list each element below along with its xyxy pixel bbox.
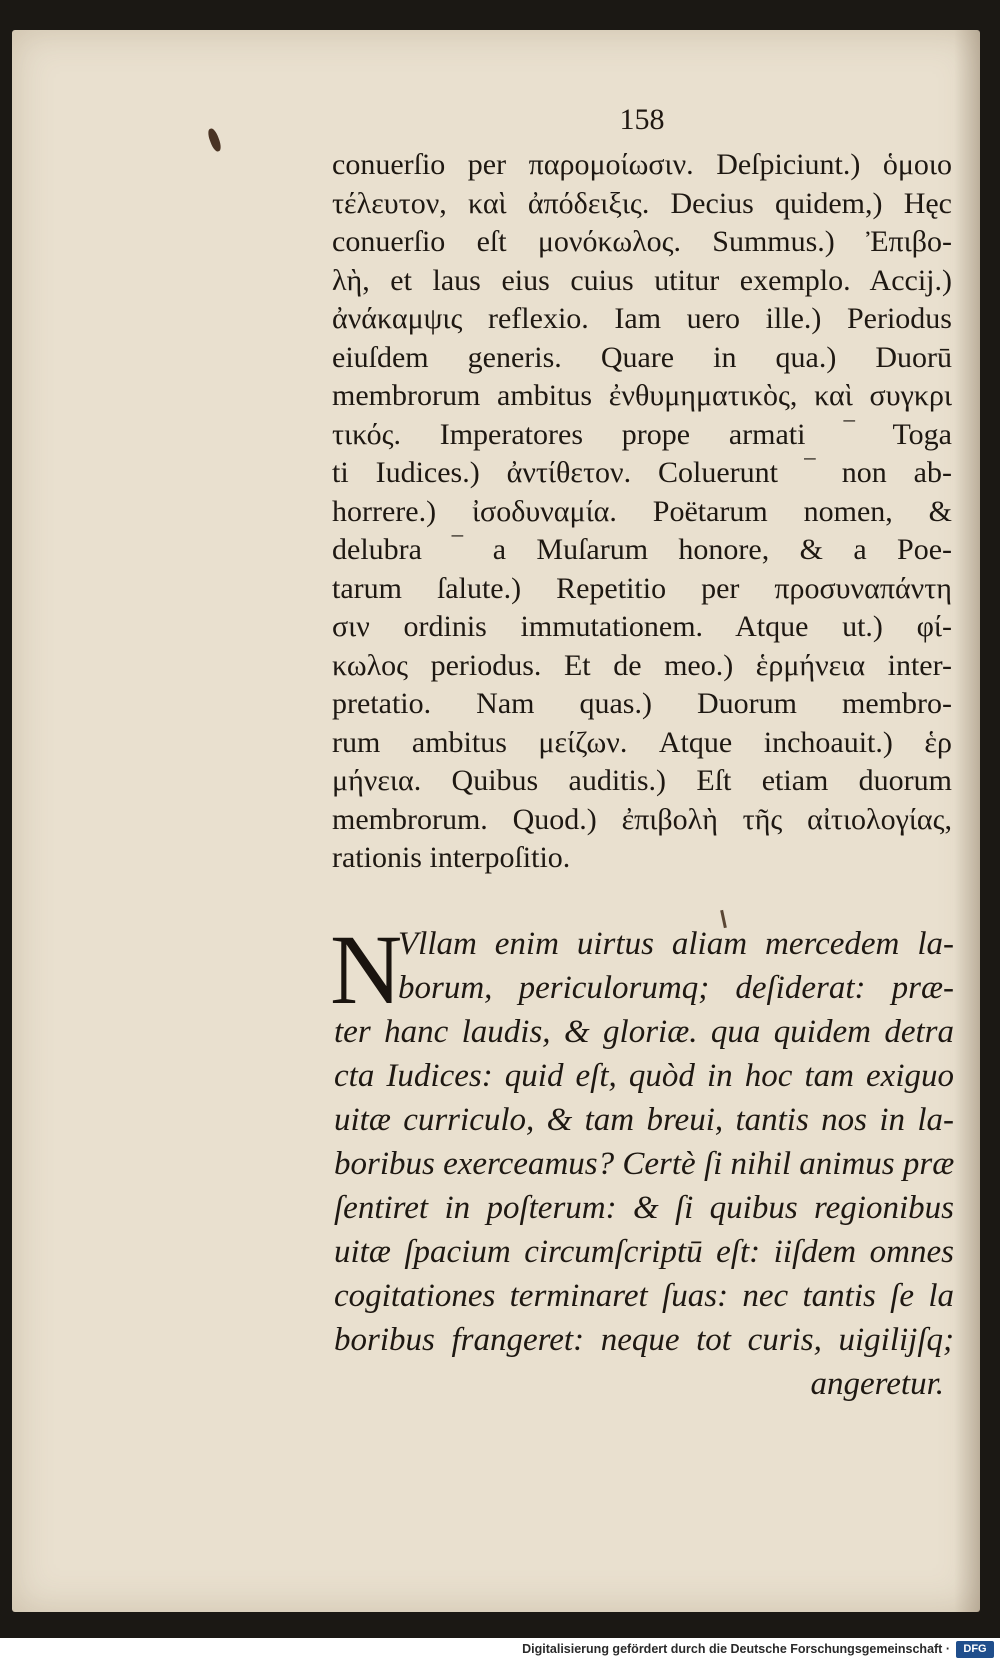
commentary-line: κωλος periodus. Et de meo.) ἑρμήνεια inter- bbox=[332, 648, 952, 682]
oration-line: borum, periculorumq; deſiderat: præ- bbox=[398, 970, 954, 1006]
footer-credit: Digitalisierung gefördert durch die Deutsche Forschungsgemeinschaft · bbox=[522, 1642, 950, 1656]
oration-line: ſentiret in poſterum: & ſi quibus regionibus bbox=[334, 1190, 954, 1226]
commentary-line: membrorum. Quod.) ἐπιβολὴ τῆς αἰτιολογίας, bbox=[332, 802, 952, 836]
commentary-line: eiuſdem generis. Quare in qua.) Duorū bbox=[332, 340, 952, 374]
commentary-line: conuerſio per παρομοίωσιν. Deſpiciunt.) ὁμοιο bbox=[332, 148, 952, 181]
oration-line: cta Iudices: quid eſt, quòd in hoc tam exiguo bbox=[334, 1058, 954, 1094]
commentary-line: τέλευτον, καὶ ἀπόδειξις. Decius quidem,) Hęc bbox=[332, 186, 952, 220]
footer-bar bbox=[0, 1638, 1000, 1660]
oration-block bbox=[330, 914, 954, 1406]
oration-line: angeretur. bbox=[810, 1366, 944, 1402]
commentary-block bbox=[332, 146, 952, 878]
commentary-line: membrorum ambitus ἐνθυμηματικὸς, καὶ συγκρι bbox=[332, 379, 952, 412]
commentary-line: ἀνάκαμψις reflexio. Iam uero ille.) Periodus bbox=[332, 302, 952, 335]
page-edge-shadow bbox=[954, 30, 980, 1612]
oration-line: ter hanc laudis, & gloriæ. qua quidem detra bbox=[334, 1014, 954, 1050]
commentary-line: pretatio. Nam quas.) Duorum membro- bbox=[332, 687, 952, 720]
commentary-line: tarum ſalute.) Repetitio per προσυναπάντη bbox=[332, 571, 952, 605]
commentary-line: horrere.) ἰσοδυναμία. Poëtarum nomen, & bbox=[332, 494, 952, 528]
commentary-line: ti Iudices.) ἀντίθετον. Coluerunt ‾ non ab- bbox=[332, 456, 952, 489]
oration-line: uitæ ſpacium circumſcriptū eſt: iiſdem omnes bbox=[334, 1234, 954, 1270]
commentary-line: σιν ordinis immutationem. Atque ut.) φί- bbox=[332, 610, 952, 643]
commentary-line: delubra ‾ a Muſarum honore, & a Poe- bbox=[332, 533, 952, 566]
commentary-line: λὴ, et laus eius cuius utitur exemplo. Accij.) bbox=[332, 263, 952, 297]
dfg-logo: DFG bbox=[956, 1641, 994, 1658]
commentary-line: rationis interpoſitio. bbox=[332, 841, 571, 874]
oration-line: boribus exerceamus? Certè ſi nihil animus præ bbox=[334, 1146, 954, 1182]
commentary-line: τικός. Imperatores prope armati ‾ Toga bbox=[332, 417, 952, 451]
oration-line: uitæ curriculo, & tam breui, tantis nos in la- bbox=[334, 1102, 954, 1138]
oration-line: boribus frangeret: neque tot curis, uigilijſq; bbox=[334, 1322, 954, 1358]
ink-stain bbox=[206, 127, 223, 153]
commentary-line: rum ambitus μείζων. Atque inchoauit.) ἑρ bbox=[332, 725, 952, 759]
commentary-line: μήνεια. Quibus auditis.) Eſt etiam duorum bbox=[332, 764, 952, 797]
oration-line: cogitationes terminaret ſuas: nec tantis ſe la bbox=[334, 1278, 954, 1314]
commentary-line: conuerſio eſt μονόκωλος. Summus.) Ἐπιβο- bbox=[332, 225, 952, 258]
page-number: 158 bbox=[619, 103, 665, 136]
oration-line: Vllam enim uirtus aliam mercedem la- bbox=[398, 926, 954, 962]
drop-cap: N bbox=[330, 914, 403, 1025]
